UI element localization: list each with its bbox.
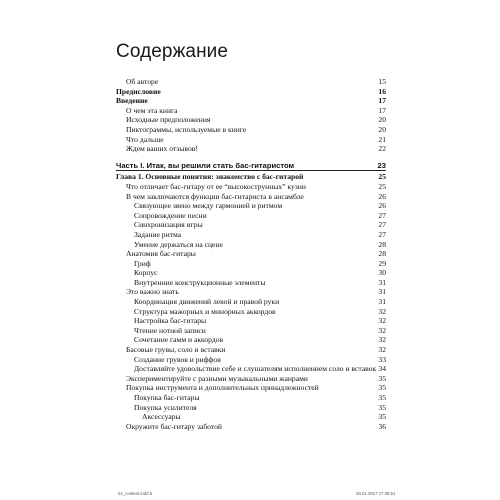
toc-entry-title: Исходные предположения	[126, 115, 211, 125]
page-title: Содержание	[116, 41, 229, 62]
toc-entry-title: В чем заключаются функции бас-гитариста в ансамбле	[126, 191, 304, 201]
toc-entry-page: 35	[378, 402, 386, 412]
toc-entry-title: Это важно знать	[126, 287, 179, 297]
toc-entry-page: 22	[378, 144, 386, 154]
toc-entry	[116, 287, 386, 297]
toc-entry	[116, 230, 386, 240]
toc-entry	[116, 201, 386, 211]
toc-entry-page: 28	[378, 239, 386, 249]
toc-entry-page: 23	[377, 160, 386, 170]
toc-entry-title: Введение	[116, 96, 148, 106]
toc-entry-page: 17	[378, 105, 386, 115]
toc-entry-title: Создание грувов и риффов	[134, 354, 221, 364]
toc-entry-page: 31	[378, 277, 386, 287]
toc-entry	[116, 96, 386, 106]
toc-entry-page: 36	[378, 421, 386, 431]
toc-entry-title: Структура мажорных и минорных аккордов	[134, 306, 276, 316]
toc-entry-page: 35	[378, 393, 386, 402]
toc-entry	[116, 316, 386, 326]
toc-entry-page: 30	[378, 268, 386, 278]
toc-entry-title: О чем эта книга	[126, 105, 178, 115]
toc-entry	[116, 135, 386, 145]
toc-entry-title: Покупка бас-гитары	[134, 393, 200, 402]
toc-entry-page: 16	[378, 86, 386, 96]
toc-entry-title: Экспериментируйте с разными музыкальными жанрами	[126, 373, 308, 383]
footer-file-info: 01_content.indd 6	[118, 491, 153, 496]
toc-entry-title: Покупка инструмента и дополнительных принадлежностей	[126, 383, 319, 393]
toc-entry-title: Пиктограммы, используемые в книге	[126, 124, 247, 134]
toc-entry-page: 34	[378, 364, 386, 374]
section-divider	[116, 170, 386, 171]
toc-entry-title: Анатомия бас-гитары	[126, 249, 196, 259]
toc-entry	[116, 192, 386, 202]
toc-entry-page: 21	[378, 134, 386, 144]
toc-entry-title: Покупка усилителя	[134, 402, 197, 412]
toc-entry-page: 32	[378, 325, 386, 335]
toc-entry-page: 35	[378, 373, 386, 383]
toc-entry-page: 32	[378, 335, 386, 345]
footer-timestamp: 28.01.2017 17:38:51	[356, 491, 396, 496]
toc-entry-title: Связующее звено между гармонией и ритмом	[134, 201, 283, 211]
toc-entry	[116, 422, 386, 432]
toc-entry-page: 28	[378, 249, 386, 259]
toc-entry	[116, 297, 386, 307]
toc-entry-page: 32	[378, 316, 386, 326]
toc-entry-page: 26	[378, 191, 386, 201]
toc-entry-page: 35	[378, 383, 386, 393]
toc-entry-page: 25	[378, 181, 386, 191]
toc-entry-page: 31	[378, 297, 386, 307]
toc-entry	[116, 249, 386, 259]
toc-entry	[116, 211, 386, 221]
toc-entry-title: Задание ритма	[134, 229, 182, 239]
toc-entry-title: Глава 1. Основные понятия: знакомство с бас-гитарой	[116, 172, 304, 182]
toc-entry-title: Корпус	[134, 268, 158, 278]
toc-entry-title: Доставляйте удовольствие себе и слушателям исполнением соло и вставок	[134, 364, 377, 374]
toc-entry	[116, 335, 386, 345]
toc-entry	[116, 220, 386, 230]
toc-entry-page: 31	[378, 287, 386, 297]
toc-entry-title: Что отличает бас-гитару от ее “высокострунных” кузин	[126, 181, 306, 191]
toc-entry-page: 33	[378, 354, 386, 364]
toc-entry-page: 32	[378, 306, 386, 316]
toc-entry	[116, 307, 386, 317]
toc-entry	[116, 161, 386, 171]
toc-entry	[116, 182, 386, 192]
toc-entry	[116, 403, 386, 413]
toc-entry	[116, 125, 386, 135]
toc-entry-title: Что дальше	[126, 134, 164, 144]
toc-entry-title: Гриф	[134, 258, 151, 268]
toc-entry	[116, 412, 386, 422]
toc-entry	[116, 383, 386, 393]
toc-entry	[116, 144, 386, 154]
toc-entry-title: Умение держаться на сцене	[134, 239, 223, 249]
toc-entry-page: 32	[378, 345, 386, 355]
toc-entry	[116, 268, 386, 278]
toc-entry-title: Окружите бас-гитару заботой	[126, 421, 222, 431]
toc-entry-title: Часть I. Итак, вы решили стать бас-гитаристом	[116, 160, 295, 170]
toc-entry	[116, 77, 386, 87]
toc-entry-page: 17	[378, 96, 386, 106]
table-of-contents	[116, 77, 386, 431]
toc-entry	[116, 393, 386, 403]
toc-entry-title: Басовые грувы, соло и вставки	[126, 345, 226, 355]
toc-entry	[116, 87, 386, 97]
toc-entry	[116, 374, 386, 384]
toc-entry-page: 35	[378, 412, 386, 422]
toc-entry	[116, 115, 386, 125]
toc-entry-page: 27	[378, 210, 386, 220]
toc-entry-page: 26	[378, 201, 386, 211]
toc-entry-title: Сочетание гамм и аккордов	[134, 335, 224, 345]
toc-entry-title: Предисловие	[116, 86, 161, 96]
toc-entry-page: 25	[378, 172, 386, 182]
toc-entry	[116, 355, 386, 365]
toc-entry	[116, 172, 386, 182]
toc-entry-title: Об авторе	[126, 77, 159, 86]
toc-entry-title: Аксессуары	[142, 412, 181, 422]
toc-entry-title: Настройка бас-гитары	[134, 316, 207, 326]
toc-entry-page: 15	[378, 77, 386, 86]
toc-entry-title: Ждем ваших отзывов!	[126, 144, 198, 154]
toc-entry-title: Чтение нотной записи	[134, 325, 206, 335]
toc-entry	[116, 364, 386, 374]
toc-entry-page: 20	[378, 115, 386, 125]
toc-entry-title: Синхронизация игры	[134, 220, 203, 230]
toc-entry-page: 20	[378, 124, 386, 134]
toc-entry	[116, 240, 386, 250]
section-gap	[116, 154, 386, 161]
toc-entry	[116, 326, 386, 336]
toc-entry	[116, 106, 386, 116]
toc-entry-page: 27	[378, 220, 386, 230]
toc-entry-page: 27	[378, 229, 386, 239]
toc-entry-title: Координация движений левой и правой руки	[134, 297, 280, 307]
toc-entry	[116, 259, 386, 269]
toc-entry-page: 29	[378, 258, 386, 268]
toc-entry-title: Сопровождение песни	[134, 210, 207, 220]
toc-entry-title: Внутренние конструкционные элементы	[134, 277, 266, 287]
toc-entry	[116, 278, 386, 288]
toc-entry	[116, 345, 386, 355]
